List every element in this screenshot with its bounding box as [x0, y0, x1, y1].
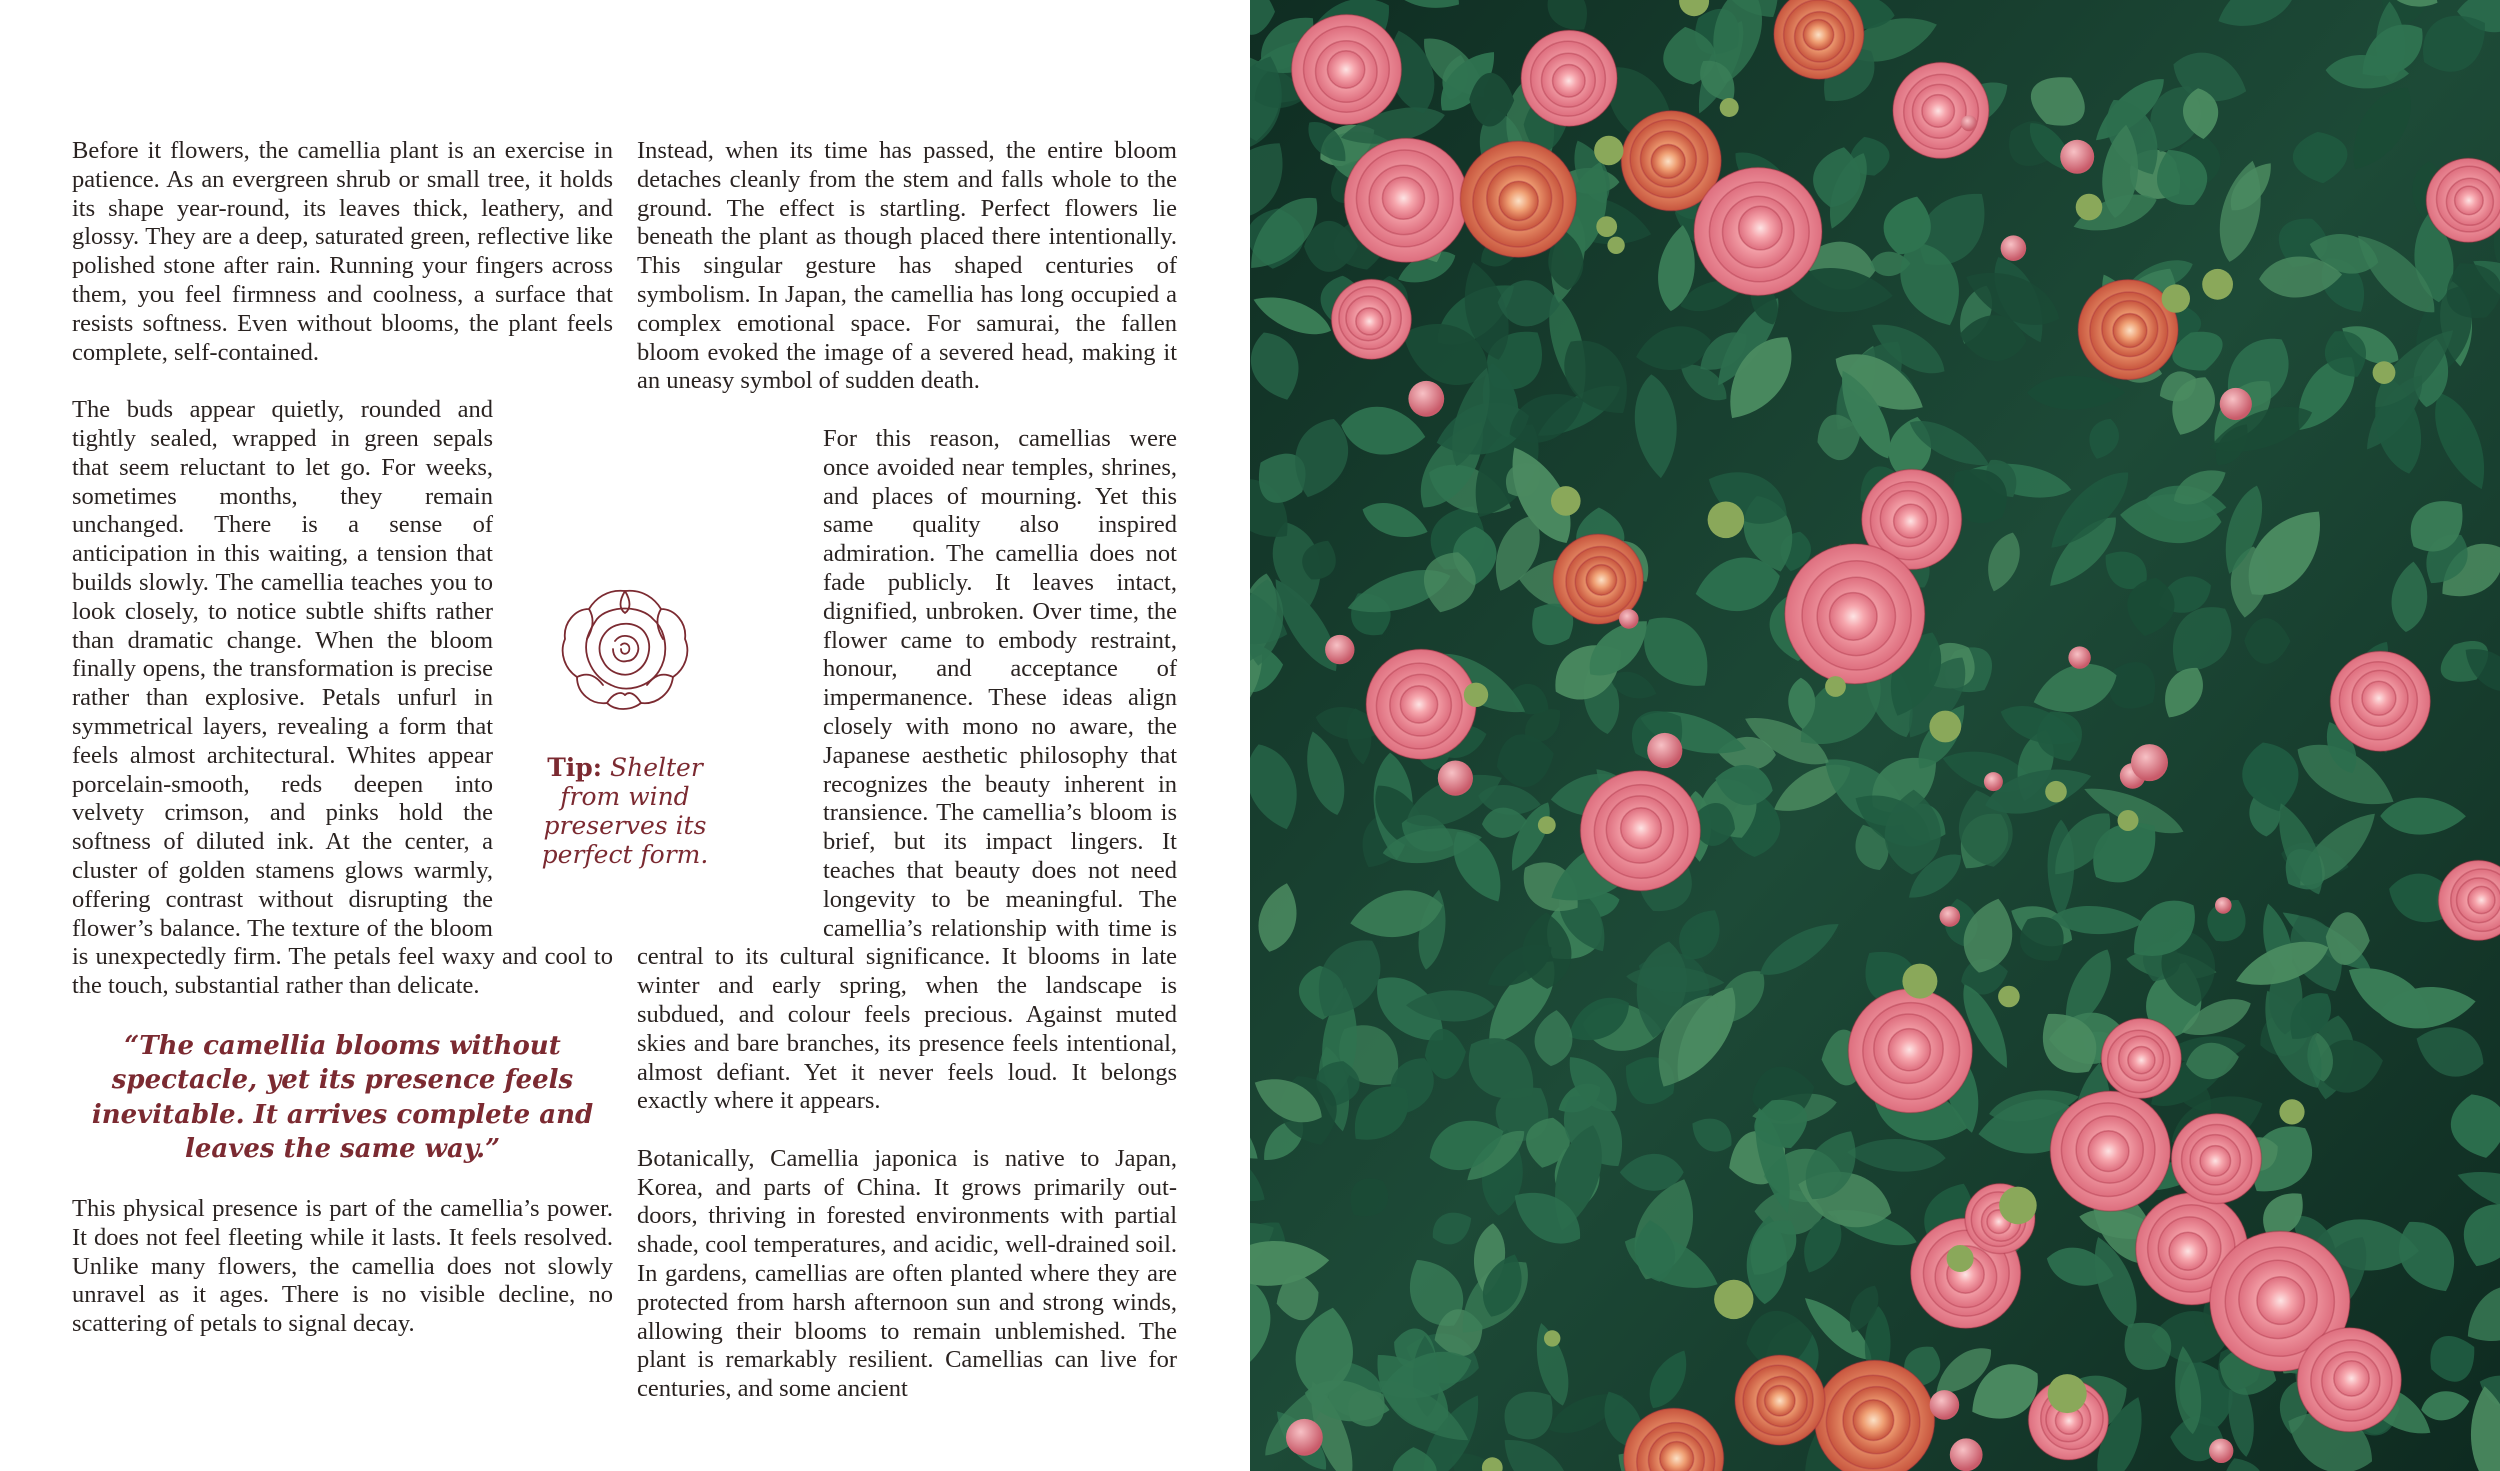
pull-quote: “The camellia blooms without spectacle, yet its presence feels inevitable. It arrives complete and leaves the same way.”: [91, 1030, 594, 1165]
camellia-bud: [2118, 810, 2139, 831]
camellia-bud: [1947, 1245, 1974, 1272]
camellia-bloom: [1580, 771, 1700, 891]
camellia-bud: [1902, 964, 1937, 999]
camellia-bud: [1929, 711, 1961, 743]
camellia-bud: [1325, 635, 1354, 664]
tip-label: Tip:: [547, 753, 603, 782]
camellia-bloom: [2101, 1018, 2181, 1098]
body-paragraph: The buds appear quietly, rounded and tightly sealed, wrapped in green sepals that seem reluctant to let go. For weeks, sometimes months, they remain unchanged. There is a sense of anticipation in this waiting, a tension that builds slowly. The camellia teaches you to look closely, to notice subtle shifts rather than dramatic change. When the bloom finally opens, the transformation is precise rather than explosive. Petals unfurl in symmetrical layers, revealing a form that feels almost architectural. Whites appear porcelain-smooth, reds deepen into velvety crimson, and pinks hold the softness of diluted ink. At the center, a cluster of golden stamens glows warmly, offering contrast without disrupting the flower’s balance. The texture of the bloom is unexpectedly firm. The petals feel waxy and cool to the touch, substantial rather than delicate.: [72, 396, 613, 1000]
body-paragraph: Instead, when its time has passed, the entire bloom detaches cleanly from the stem and falls whole to the ground. The effect is startling. Perfect flowers lie beneath the plant as though placed there intentionally. This singular gesture has shaped centuries of symbolism. In Japan, the camellia has long occupied a complex emotional space. For samurai, the fallen bloom evoked the image of a severed head, making it an uneasy symbol of sudden death.: [637, 137, 1177, 395]
camellia-bloom: [1521, 30, 1617, 126]
camellia-bud: [2001, 235, 2027, 261]
camellia-photo: [1250, 0, 2500, 1471]
camellia-bud: [1551, 486, 1581, 516]
article-column-left: [72, 137, 613, 1368]
camellia-bud: [1607, 237, 1624, 254]
camellia-bud: [1647, 733, 1682, 768]
camellia-bud: [1998, 986, 2020, 1008]
camellia-bloom: [1815, 1360, 1935, 1471]
camellia-bud: [1961, 115, 1977, 131]
camellia-bud: [1940, 906, 1961, 927]
camellia-bud: [1999, 1187, 2037, 1225]
body-paragraph: For this reason, camellias were once avoided near temples, shrines, and places of mourning. Yet this same quality also inspired admiration. The camellia does not fade publicly. It leaves intact, dignified, unbroken. Over time, the flower came to embody restraint, honour, and acceptance of impermanence. These ideas align closely with mono no aware, the Japanese aesthetic philosophy that recognizes the beauty inherent in transience. The camellia’s bloom is brief, but its impact lingers. It teaches that beauty does not need longevity to be meaningful. The camellia’s relationship with time is central to its cultural significance. It blooms in late winter and early spring, when the landscape is subdued, and colour feels precious. Against muted skies and bare branches, its presence feels intentional, almost defiant. Yet it never feels loud. It belongs exactly where it appears.: [637, 424, 1177, 1115]
camellia-bud: [2220, 388, 2252, 420]
article-column-right: [637, 137, 1177, 1433]
tip-text: [535, 753, 715, 869]
camellia-bloom: [1292, 15, 1402, 125]
camellia-bud: [1714, 1280, 1753, 1319]
tip-body: Shelter from wind preserves its perfect form.: [541, 753, 709, 869]
camellia-bud: [2045, 781, 2067, 803]
camellia-bloom: [1331, 279, 1411, 359]
camellia-bud: [1286, 1419, 1323, 1456]
body-paragraph: Before it flowers, the camellia plant is an exercise in patience. As an evergreen shrub or small tree, it holds its shape year-round, its leaves thick, leathery, and glossy. They are a deep, saturated green, reflective like polished stone after rain. Running your fingers across them, you feel firmness and coolness, a surface that resists softness. Even without blooms, the plant feels complete, self-contained.: [72, 137, 613, 366]
camellia-bloom: [2050, 1091, 2170, 1211]
camellia-bloom: [1694, 168, 1822, 296]
camellia-bud: [1596, 216, 1617, 237]
camellia-bud: [1720, 98, 1739, 117]
camellia-bud: [1619, 609, 1639, 629]
camellia-bud: [2048, 1374, 2087, 1413]
camellia-bud: [1464, 683, 1488, 707]
camellia-bloom: [1848, 989, 1972, 1113]
camellia-bud: [1544, 1330, 1560, 1346]
camellia-bud: [1930, 1390, 1960, 1420]
camellia-bud: [2131, 744, 2168, 781]
camellia-bud: [2373, 361, 2396, 384]
camellia-bloom: [2330, 651, 2430, 751]
camellia-bud: [2279, 1099, 2304, 1124]
body-paragraph: This physical presence is part of the camellia’s power. It does not feel fleeting while it lasts. It feels resolved. Unlike many flowers, the camellia does not slowly unravel as it ages. There is no visible decline, no scattering of petals to signal decay.: [72, 1194, 613, 1338]
camellia-bloom: [1735, 1355, 1825, 1445]
camellia-bud: [1408, 381, 1444, 417]
camellia-bud: [2209, 1439, 2233, 1463]
camellia-bud: [2215, 897, 2232, 914]
camellia-line-icon: [557, 585, 693, 711]
camellia-bud: [2060, 140, 2094, 174]
camellia-bud: [1950, 1438, 1983, 1471]
camellia-bud: [1825, 676, 1846, 697]
camellia-bloom: [1893, 62, 1989, 158]
camellia-bloom: [1460, 141, 1576, 257]
camellia-bloom: [2297, 1328, 2401, 1432]
camellia-bud: [1594, 136, 1623, 165]
camellia-bud: [1438, 761, 1473, 796]
camellia-bud: [2076, 194, 2103, 221]
camellia-bud: [1708, 502, 1745, 539]
camellia-bud: [1984, 772, 2003, 791]
camellia-bud: [2202, 269, 2233, 300]
camellia-bloom: [1366, 649, 1476, 759]
camellia-bud: [1538, 816, 1556, 834]
camellia-bloom: [2171, 1114, 2261, 1204]
camellia-photo-page: [1250, 0, 2500, 1471]
body-paragraph: Botanically, Camellia japonica is native to Japan, Korea, and parts of China. It grows primarily outdoors, thriving in forested environments with partial shade, cool temperatures, and acidic, well-drained soil. In gardens, camellias are often planted where they are protected from harsh afternoon sun and strong winds, allowing their blooms to remain unblemished. The plant is remarkably resilient. Camellias can live for centuries, and some ancient: [637, 1144, 1177, 1403]
camellia-bud: [2068, 646, 2090, 668]
camellia-bloom: [1344, 138, 1468, 262]
camellia-bud: [2162, 284, 2190, 312]
tip-callout: [535, 585, 715, 869]
camellia-bloom: [1785, 544, 1925, 684]
camellia-bloom: [2426, 158, 2500, 242]
camellia-bloom: [1774, 0, 1864, 79]
